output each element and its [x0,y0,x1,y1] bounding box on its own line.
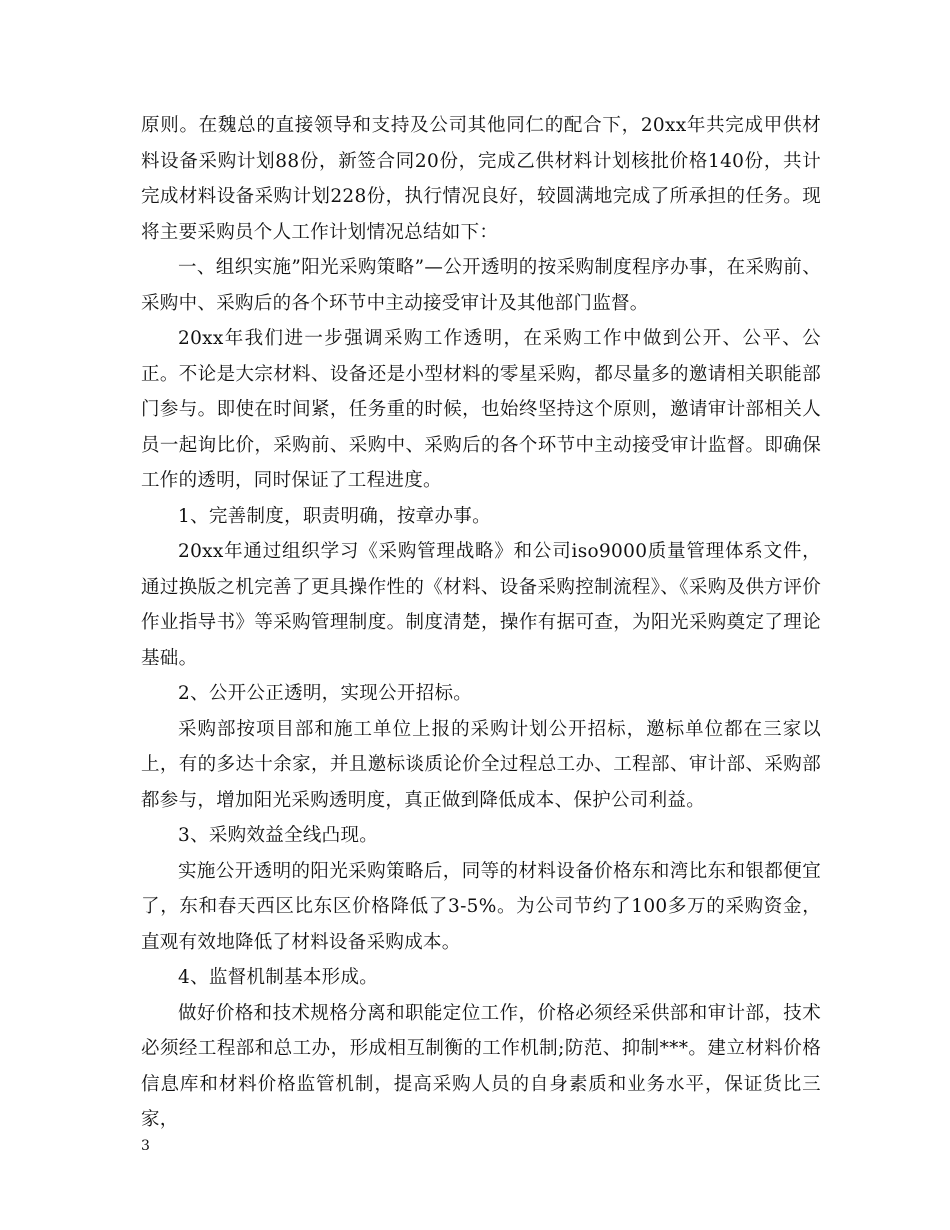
paragraph: 一、组织实施”阳光采购策略”—公开透明的按采购制度程序办事，在采购前、采购中、采购后的各个环节中主动接受审计及其他部门监督。 [141,257,821,314]
paragraph: 做好价格和技术规格分离和职能定位工作，价格必须经采供部和审计部，技术必须经工程部和总工办，形成相互制衡的工作机制;防范、抑制***。建立材料价格信息库和材料价格监管机制，提高采购人员的自身素质和业务水平，保证货比三家， [141,1002,821,1130]
paragraph: 1、完善制度，职责明确，按章办事。 [178,505,491,527]
document-body [141,108,821,1138]
paragraph: 实施公开透明的阳光采购策略后，同等的材料设备价格东和湾比东和银都便宜了，东和春天西区比东区价格降低了3-5%。为公司节约了100多万的采购资金，直观有效地降低了材料设备采购成本。 [141,860,821,953]
paragraph: 原则。在魏总的直接领导和支持及公司其他同仁的配合下，20xx年共完成甲供材料设备采购计划88份，新签合同20份，完成乙供材料计划核批价格140份，共计完成材料设备采购计划228份，执行情况良好，较圆满地完成了所承担的任务。现将主要采购员个人工作计划情况总结如下： [141,115,821,243]
paragraph: 4、监督机制基本形成。 [178,967,379,988]
paragraph: 3、采购效益全线凸现。 [178,825,379,846]
paragraph: 采购部按项目部和施工单位上报的采购计划公开招标，邀标单位都在三家以上，有的多达十余家，并且邀标谈质论价全过程总工办、工程部、审计部、采购部都参与，增加阳光采购透明度，真正做到降低成本、保护公司利益。 [141,718,821,811]
paragraph: 2、公开公正透明，实现公开招标。 [178,683,473,704]
paragraph: 20xx年通过组织学习《采购管理战略》和公司iso9000质量管理体系文件，通过换版之机完善了更具操作性的《材料、设备采购控制流程》、《采购及供方评价作业指导书》等采购管理制度。制度清楚，操作有据可查，为阳光采购奠定了理论基础。 [141,541,821,669]
paragraph: 20xx年我们进一步强调采购工作透明，在采购工作中做到公开、公平、公正。不论是大宗材料、设备还是小型材料的零星采购，都尽量多的邀请相关职能部门参与。即使在时间紧，任务重的时候，也始终坚持这个原则，邀请审计部相关人员一起询比价，采购前、采购中、采购后的各个环节中主动接受审计监督。即确保工作的透明，同时保证了工程进度。 [141,328,821,491]
page-number: 3 [141,1138,150,1154]
